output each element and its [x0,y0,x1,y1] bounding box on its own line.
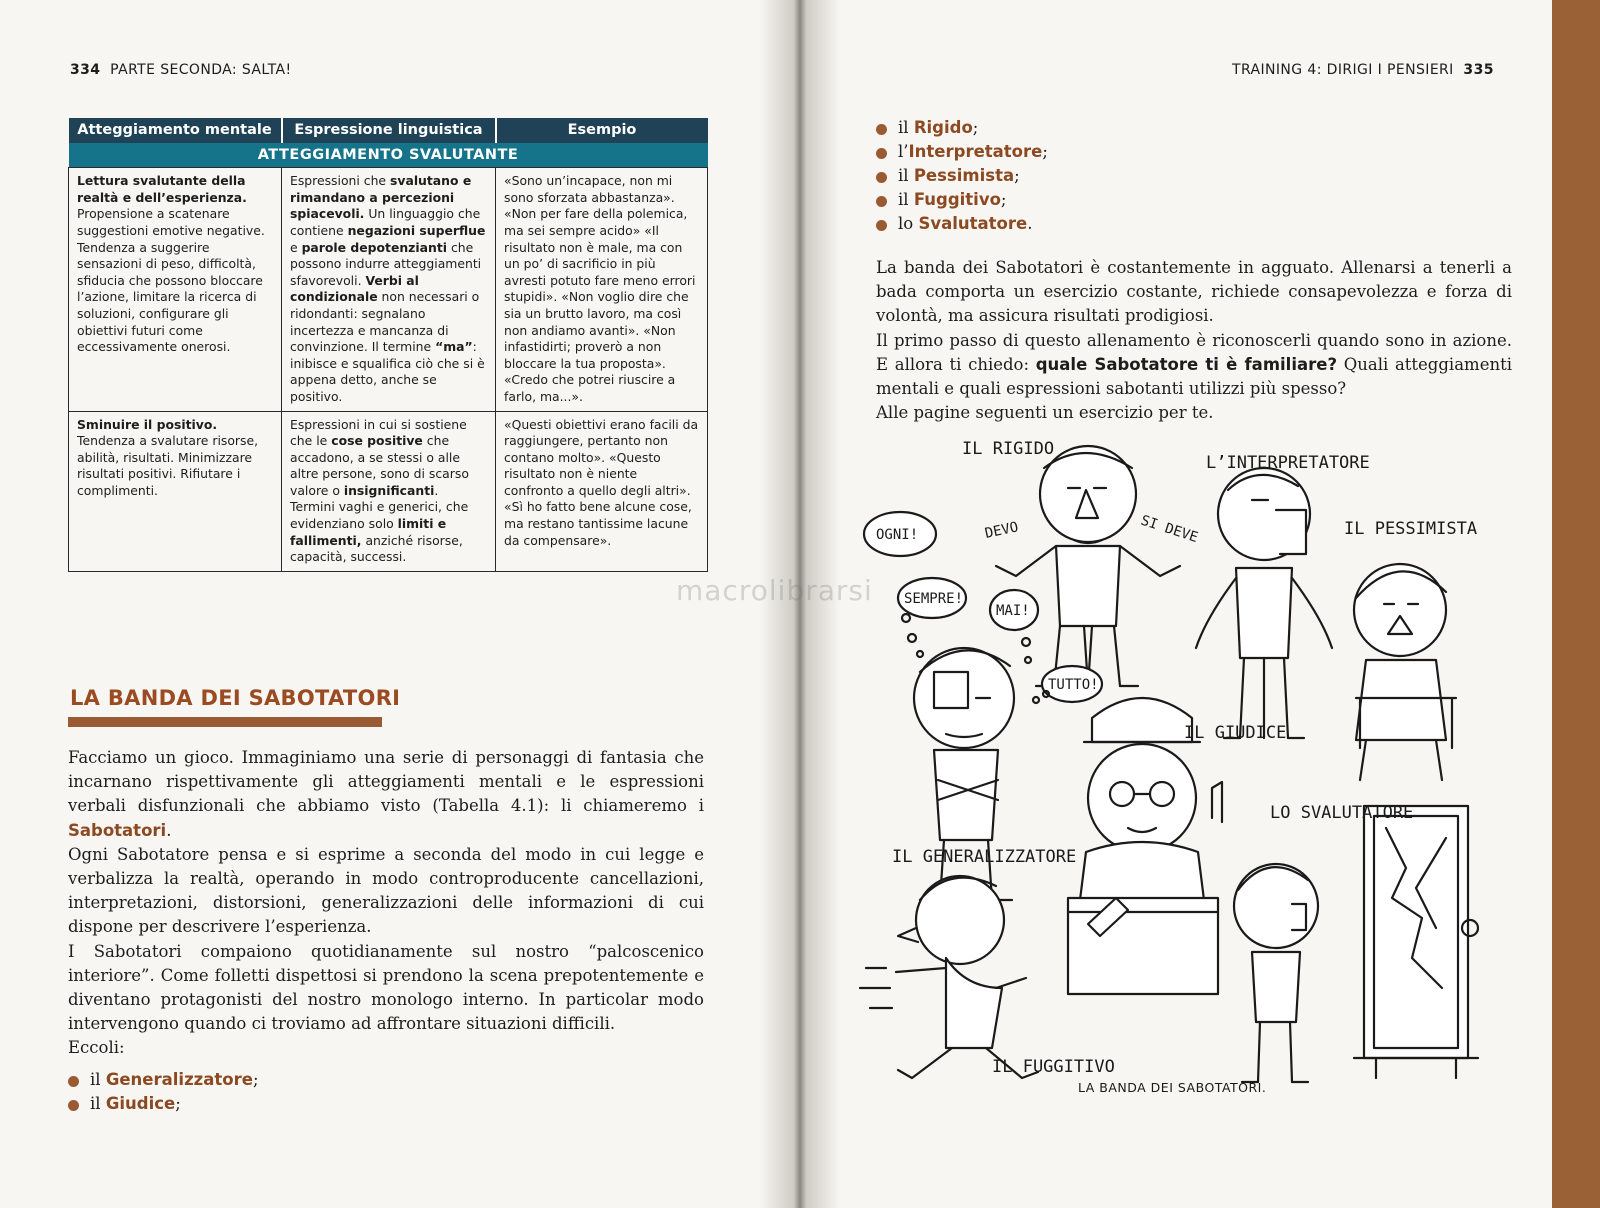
left-running-title: PARTE SECONDA: SALTA! [110,62,292,78]
table-cell [282,168,496,411]
mirror-figure [1354,806,1478,1078]
keyword: Interpretatore [908,142,1043,161]
label-interpretatore: L’INTERPRETATORE [1206,453,1370,473]
text: Facciamo un gioco. Immaginiamo una serie di personaggi di fantasia che incarnano rispettivamente gli atteggiamenti mentali e le espressioni verbali disfunzionali che abbiamo visto (Tabella 4.1): li chiameremo i [68,748,704,816]
list-item [876,116,1048,140]
cell-text: anziché risorse, capacità, successi. [290,532,463,565]
cell-bold-text: Verbi al condizionale [290,272,419,305]
svalutatore-figure [1234,864,1318,1082]
keyword: Giudice [105,1094,176,1113]
table-cell [69,168,282,411]
paragraph: La banda dei Sabotatori è costantemente in agguato. Allenarsi a tenerli a bada comporta un esercizio costante, richiede consapevolezza e forza di volontà, ma assicura risultati prodigiosi. [876,258,1512,326]
right-running-head [1232,62,1494,78]
table-header: Espressione linguistica [282,118,496,143]
list-item [68,1092,259,1116]
fuggitivo-figure [860,876,1038,1078]
cell-text: Un linguaggio che contiene [290,206,481,238]
pessimista-figure [1354,564,1456,780]
table-cell [282,411,496,571]
text: lo [898,214,919,233]
cell-text: . Termini vaghi e generici, che evidenziano solo [290,482,469,532]
speech-devo: DEVO [983,519,1020,542]
text: il [898,190,914,209]
cell-text: non necessari o ridondanti: segnalano incertezza e mancanza di convinzione. Il termine [290,289,480,355]
speech-tutto: TUTTO! [1048,677,1099,693]
speech-ogni: OGNI! [876,527,919,543]
text: . [1027,214,1033,233]
left-page-number: 334 [70,62,101,78]
section-rule [68,717,382,727]
table-row [69,411,708,571]
table-header: Atteggiamento mentale [69,118,282,143]
paragraph: I Sabotatori compaiono quotidianamente sul nostro “palcoscenico interiore”. Come folletti dispettosi si prendono la scena prepotentemente e diventano protagonisti del nostro monologo interno. In particolar modo intervengono quando ci troviamo ad affrontare situazioni difficili. [68,941,704,1034]
text: ; [1014,166,1020,185]
speech-mai: MAI! [996,603,1030,619]
book-edge [1552,0,1600,1208]
text: . [166,820,172,840]
table-cell: «Sono un’incapace, non mi sono sforzata abbastanza». «Non per fare della polemica, ma sei sempre acido» «Il risultato non è male, ma con un po’ di sacrificio in più avresti potuto fare meno errori stupidi». «Non voglio dire che sia un brutto lavoro, ma così non andiamo avanti». «Non infastidirti; proverò a non bloccare la tua proposta». «Credo che potrei riuscire a farlo, ma...». [496,168,708,411]
left-running-head [70,62,292,78]
cell-bold-text: cose positive [331,433,423,449]
keyword: Sabotatori [68,820,167,840]
text: ; [252,1070,259,1089]
cell-bold-text: “ma” [435,339,473,355]
keyword: Fuggitivo [913,190,1001,209]
paragraph [876,329,1512,402]
speech-sempre: SEMPRE! [904,591,964,607]
keyword: Pessimista [913,166,1015,185]
right-page-number: 335 [1463,62,1494,78]
left-body [68,746,704,1061]
cell-bold-text: svalutano e rimandano a percezioni spiacevoli. [290,173,472,222]
label-pessimista: IL PESSIMISTA [1344,519,1478,539]
cell-text: Espressioni che [290,173,390,189]
section-title: LA BANDA DEI SABOTATORI [70,686,401,710]
list-item [68,1068,259,1092]
right-list [876,116,1048,236]
keyword: Svalutatore [918,214,1028,233]
text: il [90,1094,106,1113]
interpretatore-figure [1196,468,1332,738]
table-cell: «Questi obiettivi erano facili da raggiungere, pertanto non contano molto». «Questo risultato non è niente confronto a quello degli altri». «Sì ho fatto bene alcune cose, ma restano tantissime lacune da compensare». [496,411,708,571]
rigido-figure [996,446,1180,686]
cell-text: : inibisce e squalifica ciò che si è appena detto, anche se positivo. [290,339,485,404]
text: il [898,166,914,185]
paragraph: Alle pagine seguenti un esercizio per te. [876,403,1214,423]
cell-title: Lettura svalutante della realtà e dell’esperienza. [77,173,247,205]
text: il [90,1070,106,1089]
table-section: ATTEGGIAMENTO SVALUTANTE [69,143,708,168]
cell-text: e [290,239,302,255]
text: l’ [898,142,909,161]
text: ; [972,118,979,137]
label-generalizzatore: IL GENERALIZZATORE [892,847,1077,867]
text: ; [175,1094,181,1113]
table-cell [69,411,282,571]
cell-title: Sminuire il positivo. [77,416,218,432]
list-item [876,164,1048,188]
cell-text: Propensione a scatenare suggestioni emotive negative. Tendenza a suggerire sensazioni di peso, difficoltà, sfiducia che possono bloccare l’azione, limitare la ricerca di soluzioni, configurare gli obiettivi futuri come eccessivamente onerosi. [77,206,265,355]
speech-si-deve: SI DEVE [1138,512,1200,547]
right-body [876,256,1512,425]
watermark: macrolibrarsi [676,574,873,607]
text: ; [1000,190,1007,209]
list-item [876,140,1048,164]
list-item [876,188,1048,212]
cell-bold-text: limiti e fallimenti, [290,516,447,548]
bold-question: quale Sabotatore ti è familiare? [1035,354,1338,374]
keyword: Generalizzatore [105,1070,253,1089]
table-header-row [69,118,708,143]
paragraph: Ogni Sabotatore pensa e si esprime a seconda del modo in cui legge e verbalizza la realtà, operando in modo controproducente cancellazioni, interpretazioni, distorsioni, generalizzazioni delle informazioni di cui dispone per descrivere l’esperienza. [68,844,704,937]
list-item [876,212,1048,236]
left-list [68,1068,259,1116]
cell-text: Espressioni in cui si sostiene che le [290,416,467,449]
cell-bold-text: parole depotenzianti [301,239,447,255]
table-row [69,168,708,411]
cell-text: che possono indurre atteggiamenti sfavorevoli. [290,239,482,288]
text: Quali atteggiamenti mentali e quali espressioni sabotanti utilizzi più spesso? [876,354,1512,399]
paragraph: Eccoli: [68,1038,125,1058]
label-rigido: IL RIGIDO [962,439,1055,459]
text: il [898,118,914,137]
cell-text: che accadono, a se stessi o alle altre persone, sono di scarso valore o [290,433,469,498]
cell-bold-text: negazioni superflue [347,222,486,238]
label-fuggitivo: IL FUGGITIVO [992,1057,1115,1077]
text: ; [1042,142,1048,161]
keyword: Rigido [913,118,973,137]
table-section-row [69,143,708,168]
sabotage-table [68,118,708,572]
label-svalutatore: LO SVALUTATORE [1270,803,1414,823]
cell-text: Tendenza a svalutare risorse, abilità, risultati. Minimizzare risultati positivi. Rifiutare i complimenti. [77,433,259,498]
right-running-title: TRAINING 4: DIRIGI I PENSIERI [1232,62,1454,78]
sabotatori-illustration [856,428,1516,1128]
text: Il primo passo di questo allenamento è riconoscerli quando sono in azione. E allora ti chiedo: [876,330,1512,374]
table-header: Esempio [496,118,708,143]
cell-bold-text: insignificanti [343,482,435,498]
label-giudice: IL GIUDICE [1184,723,1287,743]
illustration-caption: LA BANDA DEI SABOTATORI. [1078,1080,1267,1095]
paragraph [68,746,704,843]
